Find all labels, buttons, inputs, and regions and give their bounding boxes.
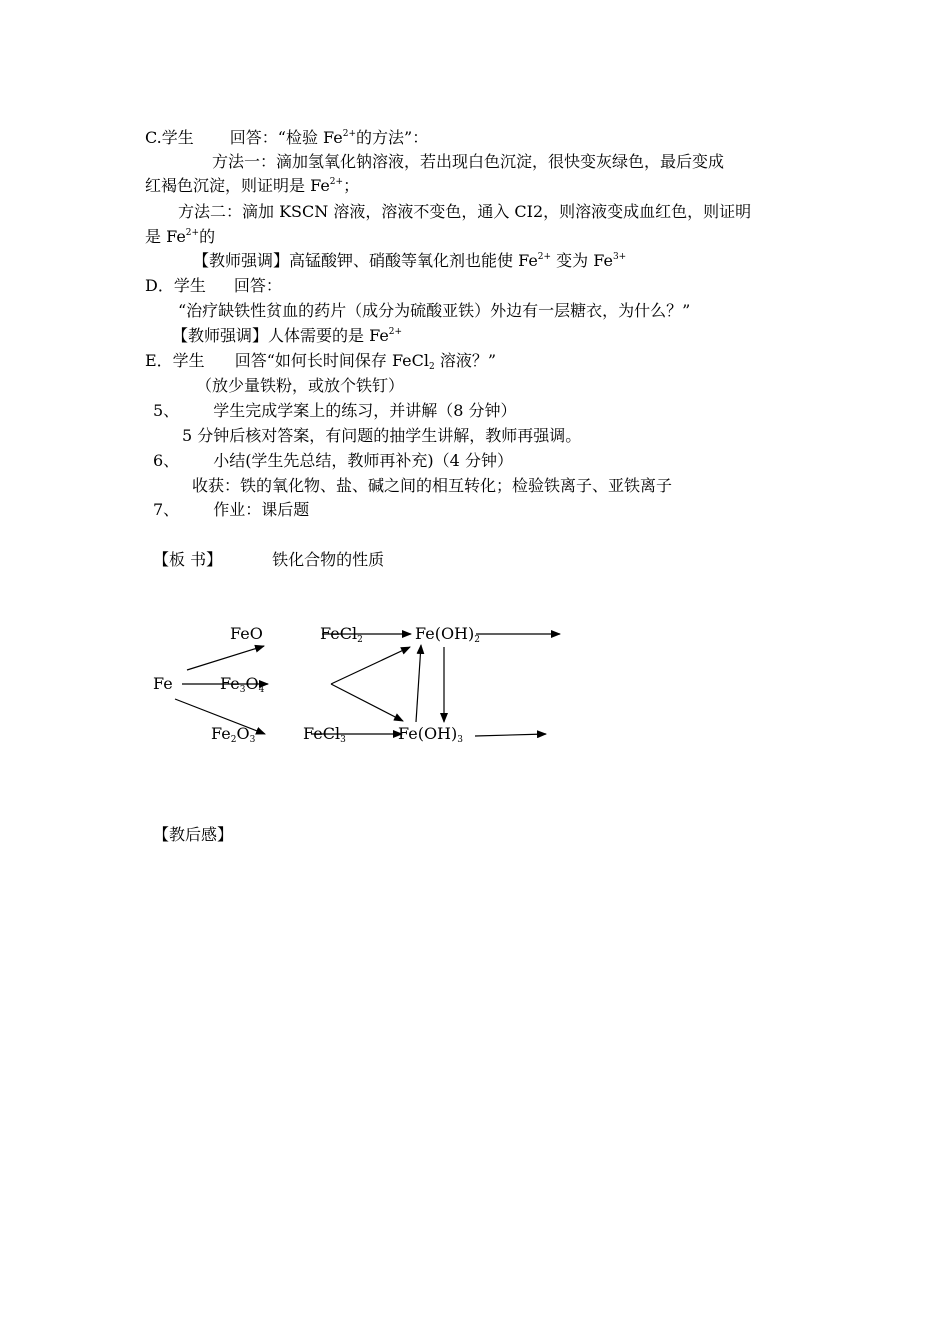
board-title: 铁化合物的性质: [272, 550, 385, 569]
c-method2-line2: 是 $Fe^{2+}$的: [145, 227, 216, 246]
step-5-detail: 5 分钟后核对答案，有问题的抽学生讲解，教师再强调。: [182, 426, 582, 445]
c-teacher-emphasis: 【教师强调】高锰酸钾、硝酸等氧化剂也能使 $Fe^{2+}$ 变为 $Fe^{3+}$: [193, 251, 627, 270]
board-heading: [153, 549, 384, 571]
node-fecl3: FeCl$_3$: [303, 724, 346, 745]
d-label: D．学生: [145, 276, 206, 295]
c-line: C.学生 回答：“检验 $Fe^{2+}$的方法”：: [145, 128, 429, 147]
c-method1-line2: 红褐色沉淀，则证明是 $Fe^{2+}$；: [145, 176, 360, 195]
e-hint: （放少量铁粉，或放个铁钉）: [196, 376, 405, 395]
node-fe3o4: $Fe_3O_4$: [220, 674, 265, 695]
e-label: E．学生: [145, 351, 205, 370]
c-method2-line1: 方法二：滴加 KSCN 溶液，溶液不变色，通入 CI2，则溶液变成血红色，则证明: [178, 202, 752, 221]
node-fe2o3: $Fe_2O_3$: [211, 724, 256, 745]
arrow-feoh3-feoh2-up: [416, 645, 421, 722]
node-fe: Fe: [153, 674, 173, 693]
e-line: E．学生 回答“如何长时间保存 FeCl$_2$ 溶液？”: [145, 351, 497, 372]
d-question: “治疗缺铁性贫血的药片（成分为硫酸亚铁）外边有一层糖衣，为什么？”: [178, 301, 691, 320]
node-feo: FeO: [230, 624, 263, 643]
d-teacher-emphasis: 【教师强调】人体需要的是 $Fe^{2+}$: [172, 326, 403, 345]
step-6-detail: 收获：铁的氧化物、盐、碱之间的相互转化；检验铁离子、亚铁离子: [192, 476, 673, 495]
arrow-branch-feoh3: [331, 684, 403, 721]
c-label: C.学生: [145, 128, 194, 147]
c-answer: 回答：“检验 Fe: [229, 128, 343, 147]
c-method1-line1: 方法一：滴加氢氧化钠溶液，若出现白色沉淀，很快变灰绿色，最后变成: [212, 152, 725, 171]
board-label: 【板 书】: [153, 550, 223, 569]
arrow-feoh3-right: [475, 734, 546, 736]
step-6: 6、 小结(学生先总结，教师再补充)（4 分钟）: [153, 451, 513, 470]
iron-compound-diagram: [0, 600, 950, 780]
node-feoh3: $Fe(OH)_3$: [398, 724, 463, 745]
arrow-fe-feo: [187, 646, 264, 670]
d-line: D．学生 回答：: [145, 276, 282, 295]
arrow-branch-feoh2: [331, 647, 410, 684]
node-fecl2: FeCl$_2$: [320, 624, 363, 645]
node-feoh2: $Fe(OH)_2$: [415, 624, 480, 645]
reflection-heading: 【教后感】: [153, 825, 234, 844]
step-5: 5、 学生完成学案上的练习，并讲解（8 分钟）: [153, 401, 517, 420]
step-7: 7、 作业：课后题: [153, 500, 310, 519]
